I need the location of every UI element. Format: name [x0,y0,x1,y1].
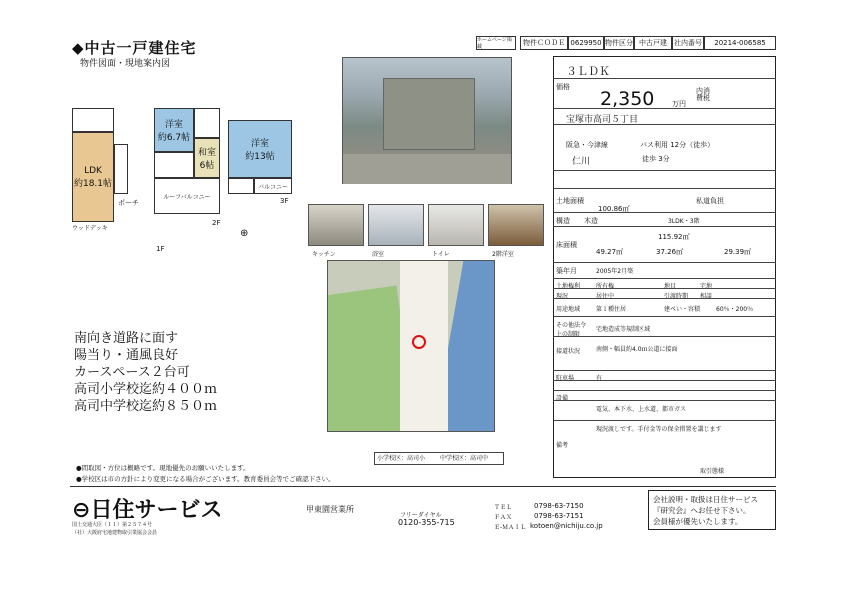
built-value: 2005年2月築 [596,268,634,275]
ad-box [648,490,776,530]
room-hall [114,144,128,194]
license-number: 国土交通大臣（１１）第２５７４号 [72,522,153,528]
ad-line: 『研究会』へお任せ下さい。 [653,506,751,515]
parking-value: 有 [596,375,603,382]
floor-1f-value: 49.27㎡ [596,248,624,256]
fax-label: ＦＡＸ [494,514,513,521]
roof-balcony-label: ルーフバルコニー [163,193,211,201]
rights-value: 所有権 [596,283,615,290]
room-wc2 [194,108,220,138]
room-bed1 [154,108,194,152]
floor-1f-label: 1F [156,245,165,253]
walk-value: 徒歩 3分 [642,155,670,163]
junior-district: 中学校区：高司中 [440,455,489,462]
status-value: 居住中 [596,293,615,300]
association: （社）大阪府宅地建物取引業協会会員 [72,530,158,536]
road-label: 私道負担 [696,197,724,205]
remarks-label: 備考 [556,442,569,449]
floor-2f-value: 37.26㎡ [656,248,684,256]
spec-layout: ３ＬＤＫ [566,65,610,78]
rights-label: 土地権利 [556,283,581,290]
web-stamp: ホームページ掲載 [476,36,516,50]
house-photo [342,57,512,184]
room-bed1-label: 洋室 [164,120,183,130]
structure-value: 木造 [584,217,598,225]
trade-label: 取引態様 [700,468,725,475]
price-label: 価格 [556,83,570,91]
map-location-marker-icon [412,335,426,349]
code-value: 0629950 [568,36,604,50]
street [343,154,511,184]
contact-value: 南側・幅員約4.0ｍ公道に接面 [596,346,678,353]
room-bath [72,108,114,132]
floor-3f-label: 3F [280,197,289,205]
bus-value: バス利用 12分（徒歩） [640,141,715,149]
room-stair3 [228,178,254,194]
floor-3f-value: 29.39㎡ [724,248,752,256]
page-title: ◆中古一戸建住宅 [72,39,197,57]
ad-line: 会社説明・取扱は日住サービス [653,495,758,504]
house-body [383,78,475,150]
room-bed1-size: 約6.7帖 [157,133,191,143]
photo-bath [368,204,424,246]
tel-number: 0798-63-7150 [534,502,584,510]
roof-balcony [154,178,220,214]
room-ldk [72,132,114,222]
porch-label: ポーチ [118,199,139,207]
land-value: 100.86㎡ [598,205,630,213]
zoning-value: 第１種住居 [596,306,627,313]
category-value: 中古戸建 [634,36,672,50]
id-value: 20214-006585 [704,36,776,50]
other-label: その他法令上の制限 [556,322,587,338]
caption-kitchen: キッチン [312,251,336,258]
note-school: ●学校区は市の方針により変更になる場合がございます。教育委員会等でご確認下さい。 [76,475,335,483]
point-item: 南向き道路に面す [74,331,179,346]
status-label: 現況 [556,293,569,300]
logo-mark-icon: ⊖ [72,498,91,523]
facilities-label: 設備 [556,395,569,402]
email-label: Ｅ-ＭＡＩＬ [494,524,527,531]
category-value-spec: 宅地 [700,283,713,290]
room-ldk-label: LDK [84,165,102,176]
point-item: 陽当り・通風良好 [74,348,179,363]
company-name: 日住サービス [90,498,223,523]
location-map [327,260,495,432]
point-item: 高司中学校迄約８５０ｍ [74,399,218,414]
floors-value: 3LDK・3階 [668,218,700,225]
contact-label: 接道状況 [556,348,581,355]
station-value: 仁川 [572,157,591,167]
floorplan [68,104,304,254]
balcony3 [254,178,292,194]
caption-toilet: トイレ [432,251,450,258]
school-district-box [374,452,504,465]
room-bed2-size: 約13帖 [245,152,275,162]
zoning-label: 用途地域 [556,306,581,313]
room-wa-size: 6帖 [199,161,215,171]
floor-2f-label: 2F [212,219,221,227]
line-value: 阪急・今津線 [566,141,608,149]
floor-label: 床面積 [556,241,577,249]
photo-bedroom [488,204,544,246]
page-subtitle: 物件図面・現地案内図 [80,59,171,69]
room-wa [194,138,220,178]
facilities-value: 電気、本下水、上水道、都市ガス [596,406,687,413]
code-label: 物件ＣＯＤＥ [520,36,568,50]
selling-points [74,330,314,415]
fax-number: 0798-63-7151 [534,512,584,520]
balcony3-label: バルコニー [257,183,288,191]
deck-label: ウッドデッキ [72,225,108,232]
parking-label: 駐車場 [556,375,575,382]
photo-kitchen [308,204,364,246]
ratio-value: 60％・200％ [716,306,754,313]
price-unit: 万円 [672,100,686,108]
remarks-value: 現況渡しです。手付金等の保全措置を講じます [596,426,722,433]
category-label: 物件区分 [604,36,634,50]
room-bed2-label: 洋室 [250,139,269,149]
price-value: 2,350 [600,88,655,110]
category-label-spec: 地目 [664,283,677,290]
address-value: 宝塚市高司５丁目 [566,115,639,125]
room-wa-label: 和室 [197,148,216,158]
freedial-label: フリーダイヤル [400,512,442,519]
branch-name: 甲東園営業所 [306,505,354,514]
tel-label: ＴＥＬ [494,504,513,511]
built-label: 築年月 [556,267,577,275]
ratio-label: 建ぺい・容積 [664,306,701,313]
freedial-number: 0120-355-715 [398,518,455,527]
id-label: 社内番号 [672,36,704,50]
point-item: 高司小学校迄約４００ｍ [74,382,218,397]
elementary-district: 小学校区：高司小 [377,455,426,462]
land-label: 土地面積 [556,197,584,205]
room-ldk-size: 約18.1帖 [73,178,113,189]
north-arrow-icon: ⊕ [240,228,249,239]
company-logo [72,493,222,524]
note-floorplan: ●間取図・方位は概略です。現地優先のお願いいたします。 [76,464,250,472]
ad-line: 会員様が優先いたします。 [653,517,743,526]
point-item: カースペース２台可 [74,365,190,380]
delivery-label: 引渡時期 [664,293,689,300]
total-floor-value: 115.92㎡ [658,233,690,241]
email-address: kotoen@nichiju.co.jp [530,522,603,530]
room-stair2 [154,152,194,178]
room-bed2 [228,120,292,178]
other-value: 宅地造成等規制区域 [596,326,651,333]
delivery-value: 相談 [700,293,713,300]
structure-label: 構造 [556,217,570,225]
tax-note: 内消費税 [696,87,710,102]
caption-bath: 浴室 [372,251,385,258]
photo-toilet [428,204,484,246]
caption-bedroom: 2階洋室 [492,251,514,258]
